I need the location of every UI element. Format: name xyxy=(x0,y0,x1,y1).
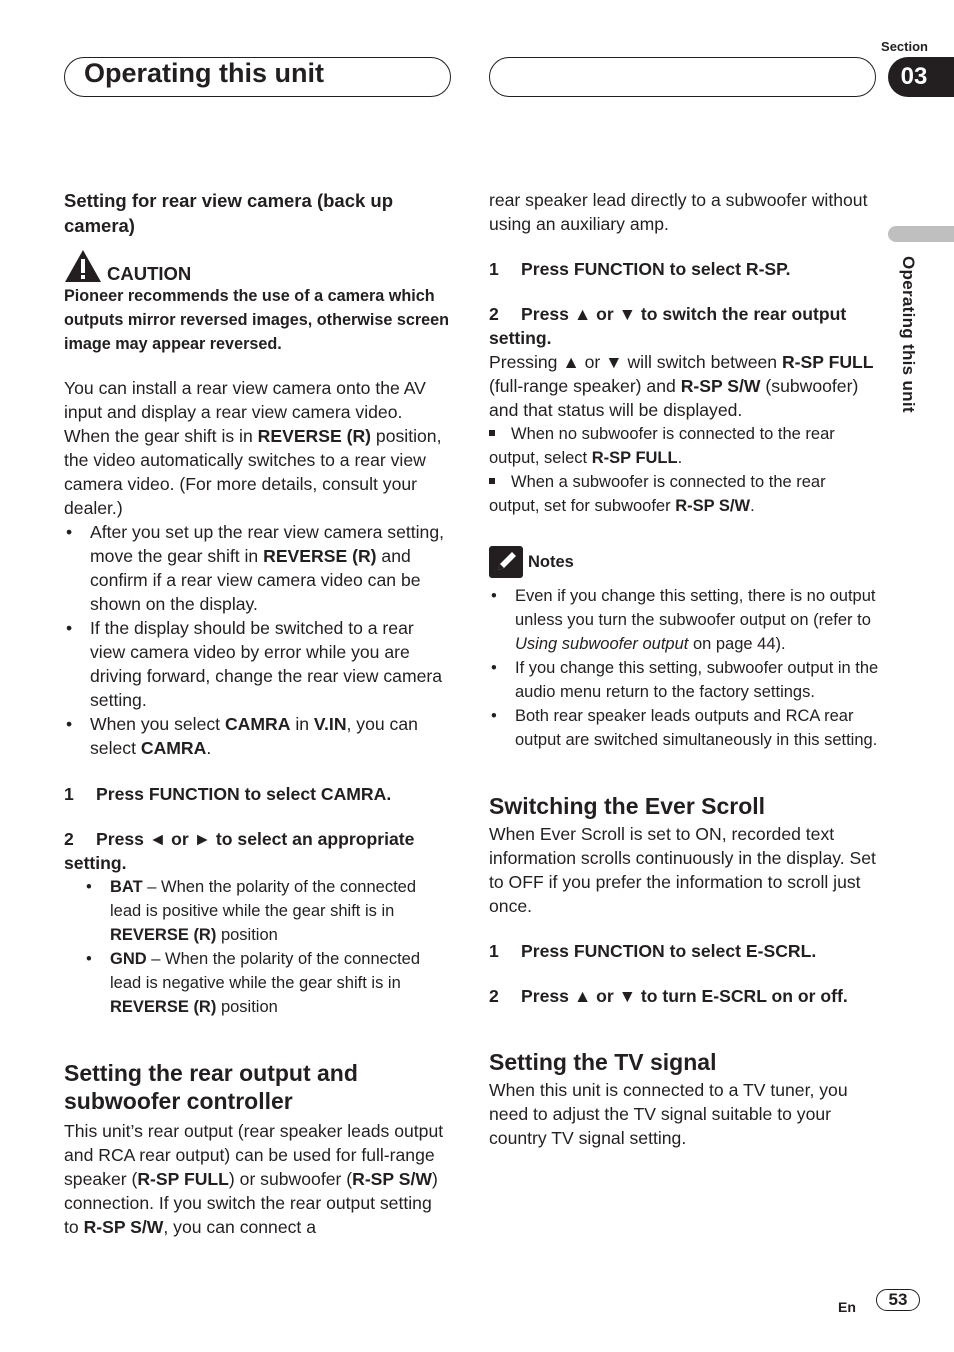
bullet-text: After you set up the rear view camera setting, move the gear shift in xyxy=(90,522,444,566)
gnd-text: – When the polarity of the connected lead is negative while the gear shift is in xyxy=(110,950,421,992)
section-label: Section xyxy=(881,39,928,54)
gnd-text-end: position xyxy=(216,998,278,1016)
bullet-text: When you select xyxy=(90,714,225,734)
bullet-vin: V.IN xyxy=(313,714,347,734)
step-text: Press FUNCTION to select CAMRA. xyxy=(96,784,392,804)
camera-intro xyxy=(64,376,450,520)
square-text: . xyxy=(677,449,683,467)
rear-text: , you can connect a xyxy=(163,1217,316,1237)
pressing-text xyxy=(489,350,879,422)
step-text: Press ◄ or ► to select an appropriate setting. xyxy=(64,829,415,873)
intro-text-end: position, the video automatically switches to a rear view camera video. (For more details, consult your dealer.) xyxy=(64,426,442,518)
rsp-full: R-SP FULL xyxy=(591,449,678,467)
caution-text: Pioneer recommends the use of a camera which outputs mirror reversed images, otherwise screen image may appear reversed. xyxy=(64,287,450,353)
intro-text: You can install a rear view camera onto the AV input and display a rear view camera video. When the gear shift is in xyxy=(64,378,426,446)
square-text: . xyxy=(750,497,755,515)
step-number: 2 xyxy=(489,986,499,1006)
ever-scroll-text: When Ever Scroll is set to ON, recorded text information scrolls continuously in the display. Set to OFF if you prefer the information to scroll just once. xyxy=(489,824,876,916)
press-text: Pressing ▲ or ▼ will switch between xyxy=(489,352,782,372)
square-item xyxy=(489,470,879,518)
step-text: Press ▲ or ▼ to switch the rear output setting. xyxy=(489,304,847,348)
camera-heading: Setting for rear view camera (back up camera) xyxy=(64,190,394,236)
rsp-full: R-SP FULL xyxy=(137,1169,229,1189)
rear-text: ) or subwoofer ( xyxy=(228,1169,353,1189)
notes-title: Notes xyxy=(528,553,574,571)
rear-text: This unit’s rear output (rear speaker leads output and RCA rear output) can be used for full-range speaker ( xyxy=(64,1121,444,1189)
step-1 xyxy=(489,939,879,963)
rsp-sw: R-SP S/W xyxy=(675,497,751,515)
intro-reverse: REVERSE (R) xyxy=(257,426,372,446)
header-blank-frame xyxy=(489,57,876,97)
bat-reverse: REVERSE (R) xyxy=(110,926,217,944)
side-tab-marker xyxy=(888,226,954,242)
note-link-ref: Using subwoofer output xyxy=(515,635,689,653)
note-text: Even if you change this setting, there is no output unless you turn the subwoofer output on (refer to xyxy=(515,587,876,629)
step-2 xyxy=(64,827,450,875)
caution-title: CAUTION xyxy=(107,263,192,284)
bullet-text-end: and confirm if a rear view camera video can be shown on the display. xyxy=(90,546,421,614)
gnd-label: GND xyxy=(110,950,147,968)
step-text: Press ▲ or ▼ to turn E-SCRL on or off. xyxy=(521,986,848,1006)
step-number: 2 xyxy=(489,304,499,324)
bat-text: – When the polarity of the connected lead is positive while the gear shift is in xyxy=(110,878,417,920)
square-text: When a subwoofer is connected to the rear output, set for subwoofer xyxy=(489,473,826,515)
step-text: Press FUNCTION to select E-SCRL. xyxy=(521,941,817,961)
step-number: 2 xyxy=(64,829,74,849)
note-text: on page 44). xyxy=(688,635,786,653)
rear-output-text xyxy=(64,1119,450,1239)
section-number-badge xyxy=(888,57,954,97)
tv-signal-heading: Setting the TV signal xyxy=(489,1049,717,1075)
square-bullet-icon xyxy=(489,430,495,436)
language-label: En xyxy=(838,1299,856,1315)
rear-text: ) connection. If you switch the rear output setting to xyxy=(64,1169,438,1237)
rsp-sw: R-SP S/W xyxy=(680,376,761,396)
rear-output-heading: Setting the rear output and subwoofer controller xyxy=(64,1060,358,1114)
bullet-camra: CAMRA xyxy=(224,714,291,734)
list-item xyxy=(64,520,450,616)
list-item-bat xyxy=(84,875,450,947)
rsp-sw: R-SP S/W xyxy=(352,1169,432,1189)
note-item: • Both rear speaker leads outputs and RCA rear output are switched simultaneously in this setting. xyxy=(489,704,879,752)
bullet-text: , you can select xyxy=(90,714,418,758)
step-number: 1 xyxy=(489,259,499,279)
ever-scroll-heading: Switching the Ever Scroll xyxy=(489,793,766,819)
step-2 xyxy=(489,984,879,1008)
press-text: (subwoofer) and that status will be displayed. xyxy=(489,376,859,420)
note-item: • If you change this setting, subwoofer output in the audio menu return to the factory settings. xyxy=(489,656,879,704)
bat-label: BAT xyxy=(110,878,143,896)
gnd-reverse: REVERSE (R) xyxy=(110,998,217,1016)
notes-header xyxy=(489,544,879,580)
step-2 xyxy=(489,302,879,350)
list-item xyxy=(64,712,450,760)
tv-signal-text: When this unit is connected to a TV tuner, you need to adjust the TV signal suitable to your country TV signal setting. xyxy=(489,1080,848,1148)
bullet-reverse: REVERSE (R) xyxy=(263,546,377,566)
square-bullet-icon xyxy=(489,478,495,484)
right-column xyxy=(489,188,879,1150)
square-item xyxy=(489,422,879,470)
step-1 xyxy=(489,257,879,281)
page-title: Operating this unit xyxy=(84,58,324,88)
bat-text-end: position xyxy=(216,926,278,944)
bullet-text: . xyxy=(206,738,212,758)
list-item: • If the display should be switched to a rear view camera video by error while you are driving forward, change the rear view camera setting. xyxy=(64,616,450,712)
caution-block xyxy=(64,244,450,356)
square-text: When no subwoofer is connected to the rear output, select xyxy=(489,425,835,467)
left-column xyxy=(64,188,450,1239)
rear-output-continued: rear speaker lead directly to a subwoofer without using an auxiliary amp. xyxy=(489,190,868,234)
page-number: 53 xyxy=(876,1289,920,1311)
notes-pencil-icon xyxy=(489,546,523,578)
section-number: 03 xyxy=(900,63,928,90)
step-number: 1 xyxy=(489,941,499,961)
bullet-camra: CAMRA xyxy=(140,738,207,758)
list-item-gnd xyxy=(84,947,450,1019)
step-number: 1 xyxy=(64,784,74,804)
step-text: Press FUNCTION to select R-SP. xyxy=(521,259,791,279)
side-tab-label: Operating this unit xyxy=(899,256,918,413)
note-item xyxy=(489,584,879,656)
rsp-full: R-SP FULL xyxy=(781,352,874,372)
step-1 xyxy=(64,782,450,806)
bullet-text: in xyxy=(290,714,314,734)
press-text: (full-range speaker) and xyxy=(489,376,681,396)
warning-triangle-icon xyxy=(64,248,102,284)
rsp-sw: R-SP S/W xyxy=(83,1217,164,1237)
